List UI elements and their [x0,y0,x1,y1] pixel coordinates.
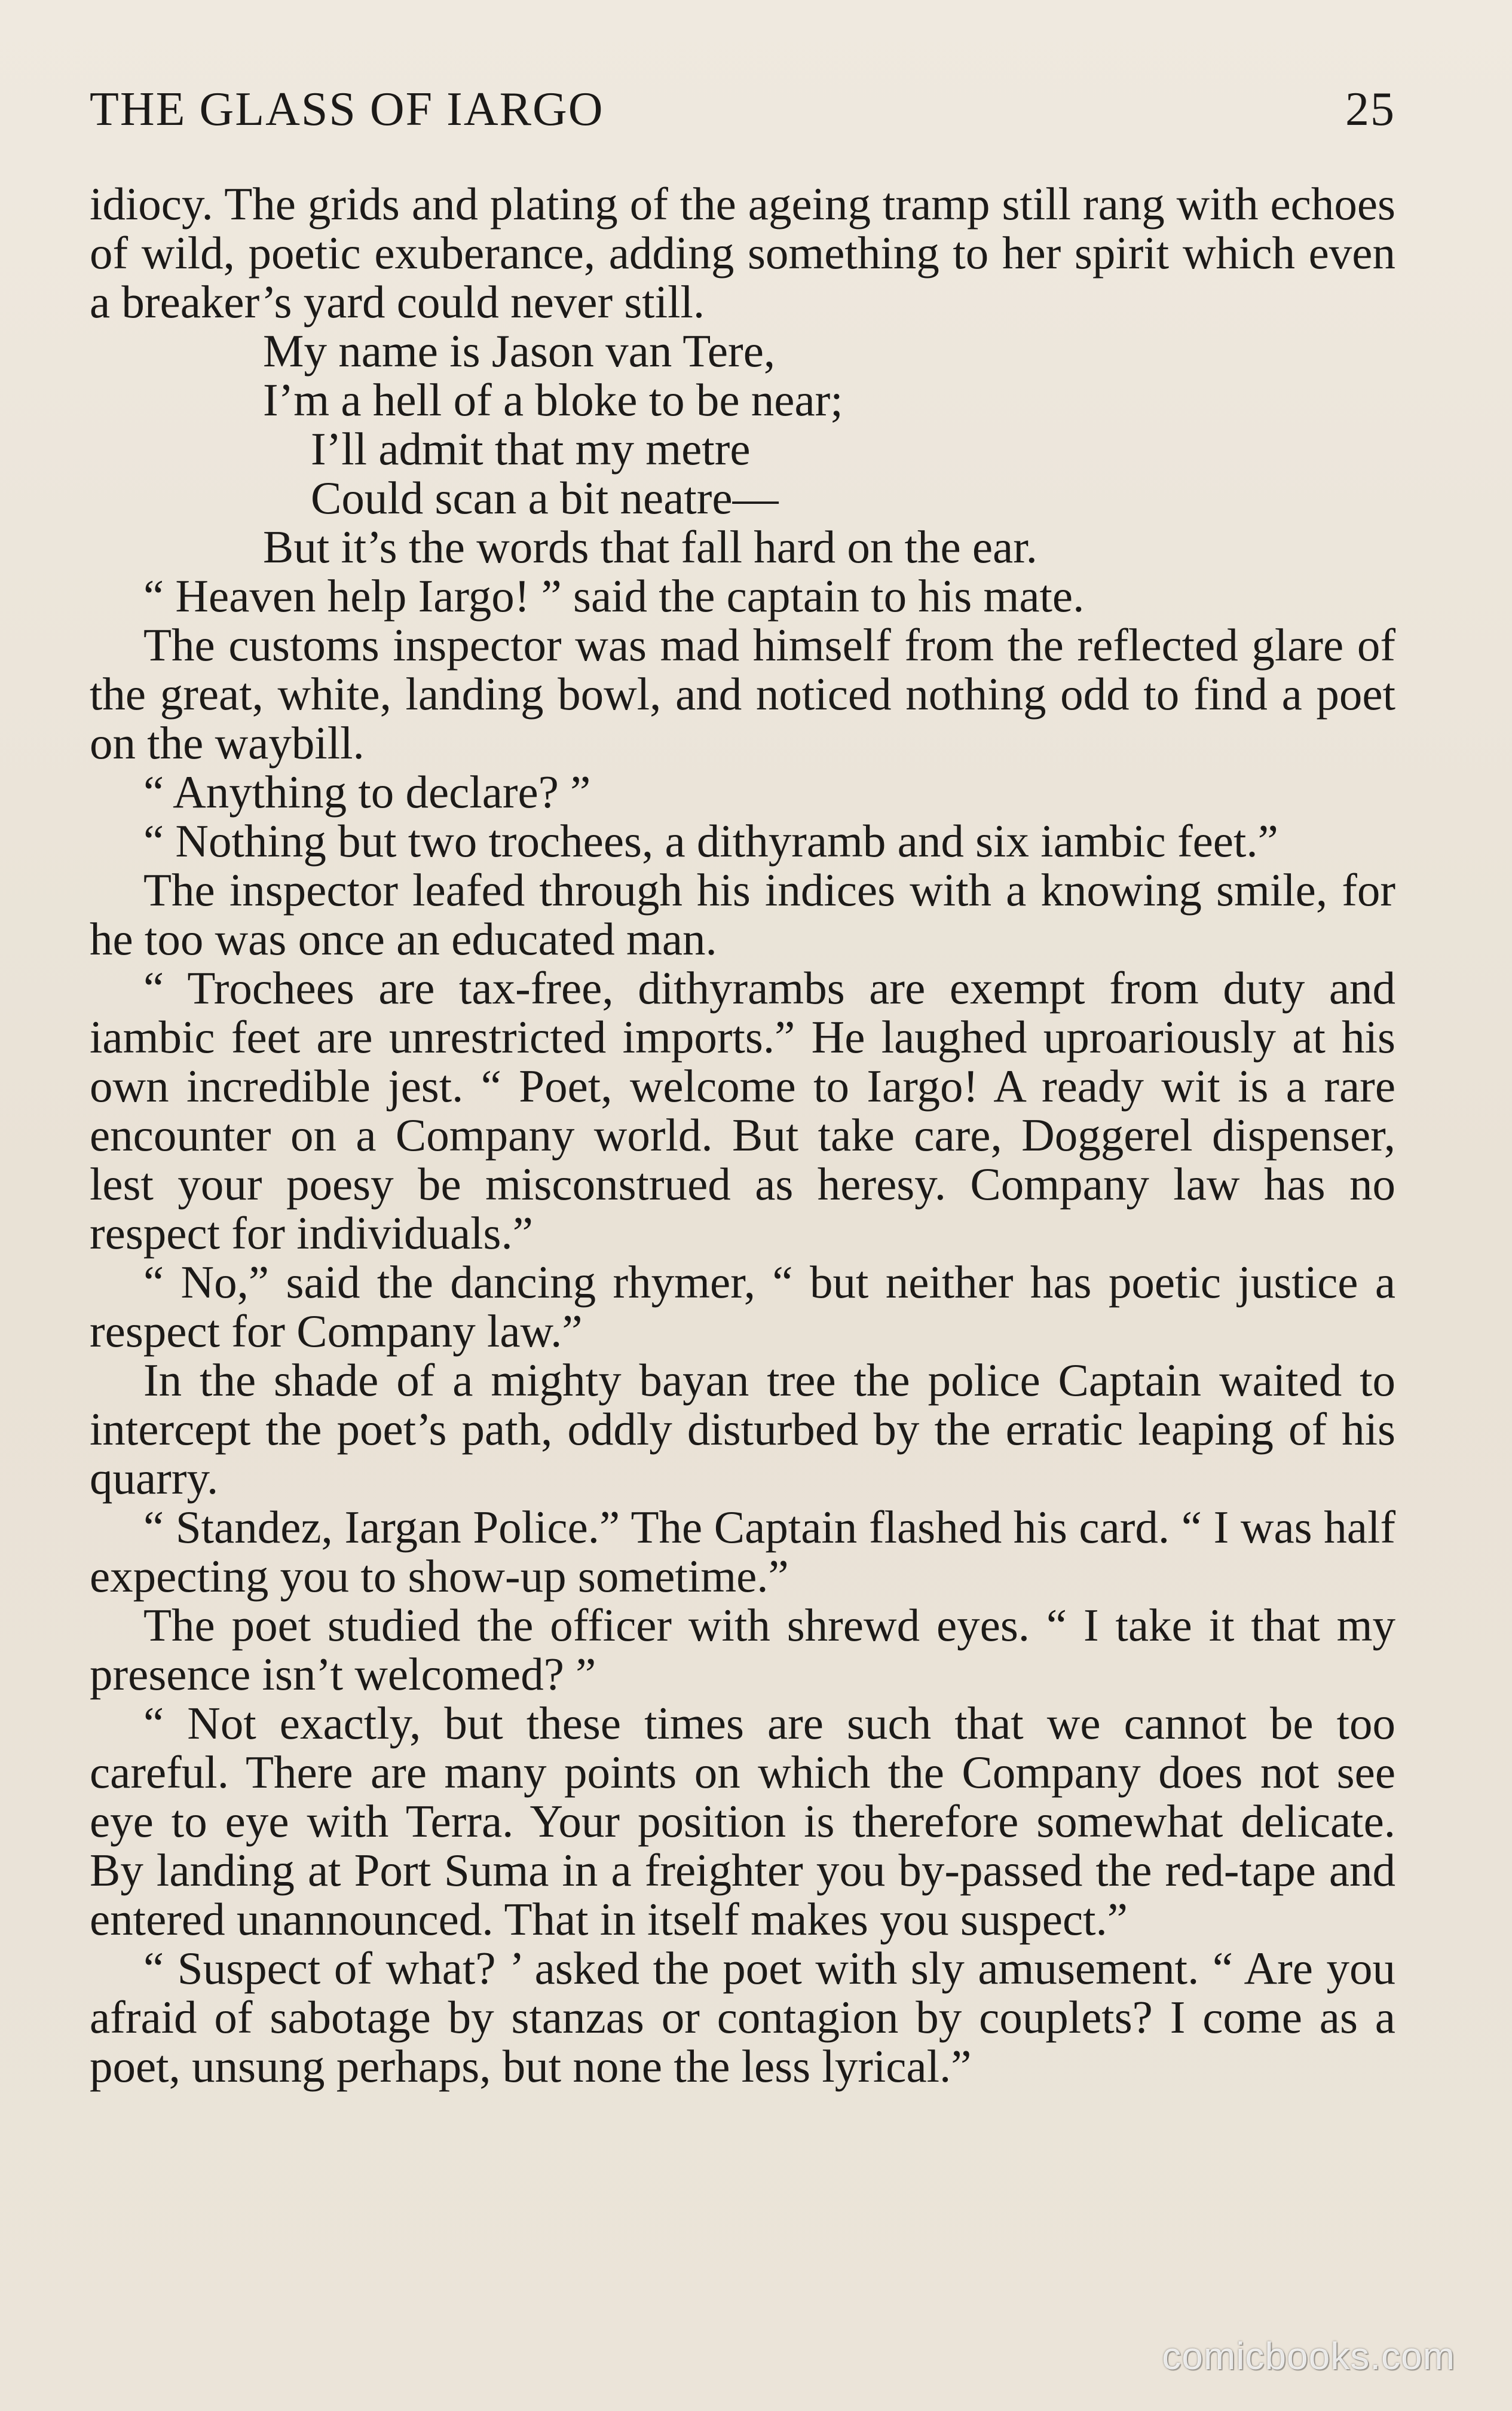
verse-line-3: I’ll admit that my metre [311,423,751,475]
body-text [90,179,1395,2091]
verse-line-5: But it’s the words that fall hard on the ear. [263,521,1037,573]
running-title: THE GLASS OF IARGO [90,83,604,136]
verse-line-1: My name is Jason van Tere, [263,325,776,377]
verse-line-4: Could scan a bit neatre— [311,472,779,524]
paragraph-2: “ Heaven help Iargo! ” said the captain to his mate. [143,570,1085,622]
paragraph-6: The inspector leafed through his indices with a knowing smile, for he too was once an educated man. [90,864,1395,965]
paragraph-13: “ Suspect of what? ’ asked the poet with sly amusement. “ Are you afraid of sabotage by stanzas or contagion by couplets? I come as a poet, unsung perhaps, but none the less lyrical.” [90,1942,1395,2092]
verse-line-2: I’m a hell of a bloke to be near; [263,374,843,426]
paragraph-11: The poet studied the officer with shrewd eyes. “ I take it that my presence isn’t welcomed? ” [90,1599,1395,1700]
running-header [90,82,1395,148]
paragraph-8: “ No,” said the dancing rhymer, “ but neither has poetic justice a respect for Company law.” [90,1256,1395,1357]
paragraph-9: In the shade of a mighty bayan tree the police Captain waited to intercept the poet’s path, oddly disturbed by the erratic leaping of his quarry. [90,1354,1395,1504]
paragraph-7: “ Trochees are tax-free, dithyrambs are exempt from duty and iambic feet are unrestricted imports.” He laughed uproariously at his own incredible jest. “ Poet, welcome to Iargo! A ready wit is a rare encounter on a Company world. But take care, Doggerel dispenser, lest your poesy be misconstrued as heresy. Company law has no respect for individuals.” [90,962,1395,1259]
paragraph-4: “ Anything to declare? ” [143,766,591,818]
paragraph-1: idiocy. The grids and plating of the ageing tramp still rang with echoes of wild, poetic exuberance, adding something to her spirit which even a breaker’s yard could never still. [90,178,1395,328]
verse-block [90,326,1395,571]
page-number: 25 [1345,83,1395,136]
paragraph-10: “ Standez, Iargan Police.” The Captain flashed his card. “ I was half expecting you to show-up sometime.” [90,1501,1395,1602]
paragraph-5: “ Nothing but two trochees, a dithyramb and six iambic feet.” [143,815,1278,867]
paragraph-3: The customs inspector was mad himself from the reflected glare of the great, white, landing bowl, and noticed nothing odd to find a poet on the waybill. [90,619,1395,769]
watermark: comicbooks.com [1162,2334,1455,2378]
paragraph-12: “ Not exactly, but these times are such that we cannot be too careful. There are many points on which the Company does not see eye to eye with Terra. Your position is therefore somewhat delicate. By landing at Port Suma in a freighter you by-passed the red-tape and entered unannounced. That in itself makes you suspect.” [90,1697,1395,1945]
